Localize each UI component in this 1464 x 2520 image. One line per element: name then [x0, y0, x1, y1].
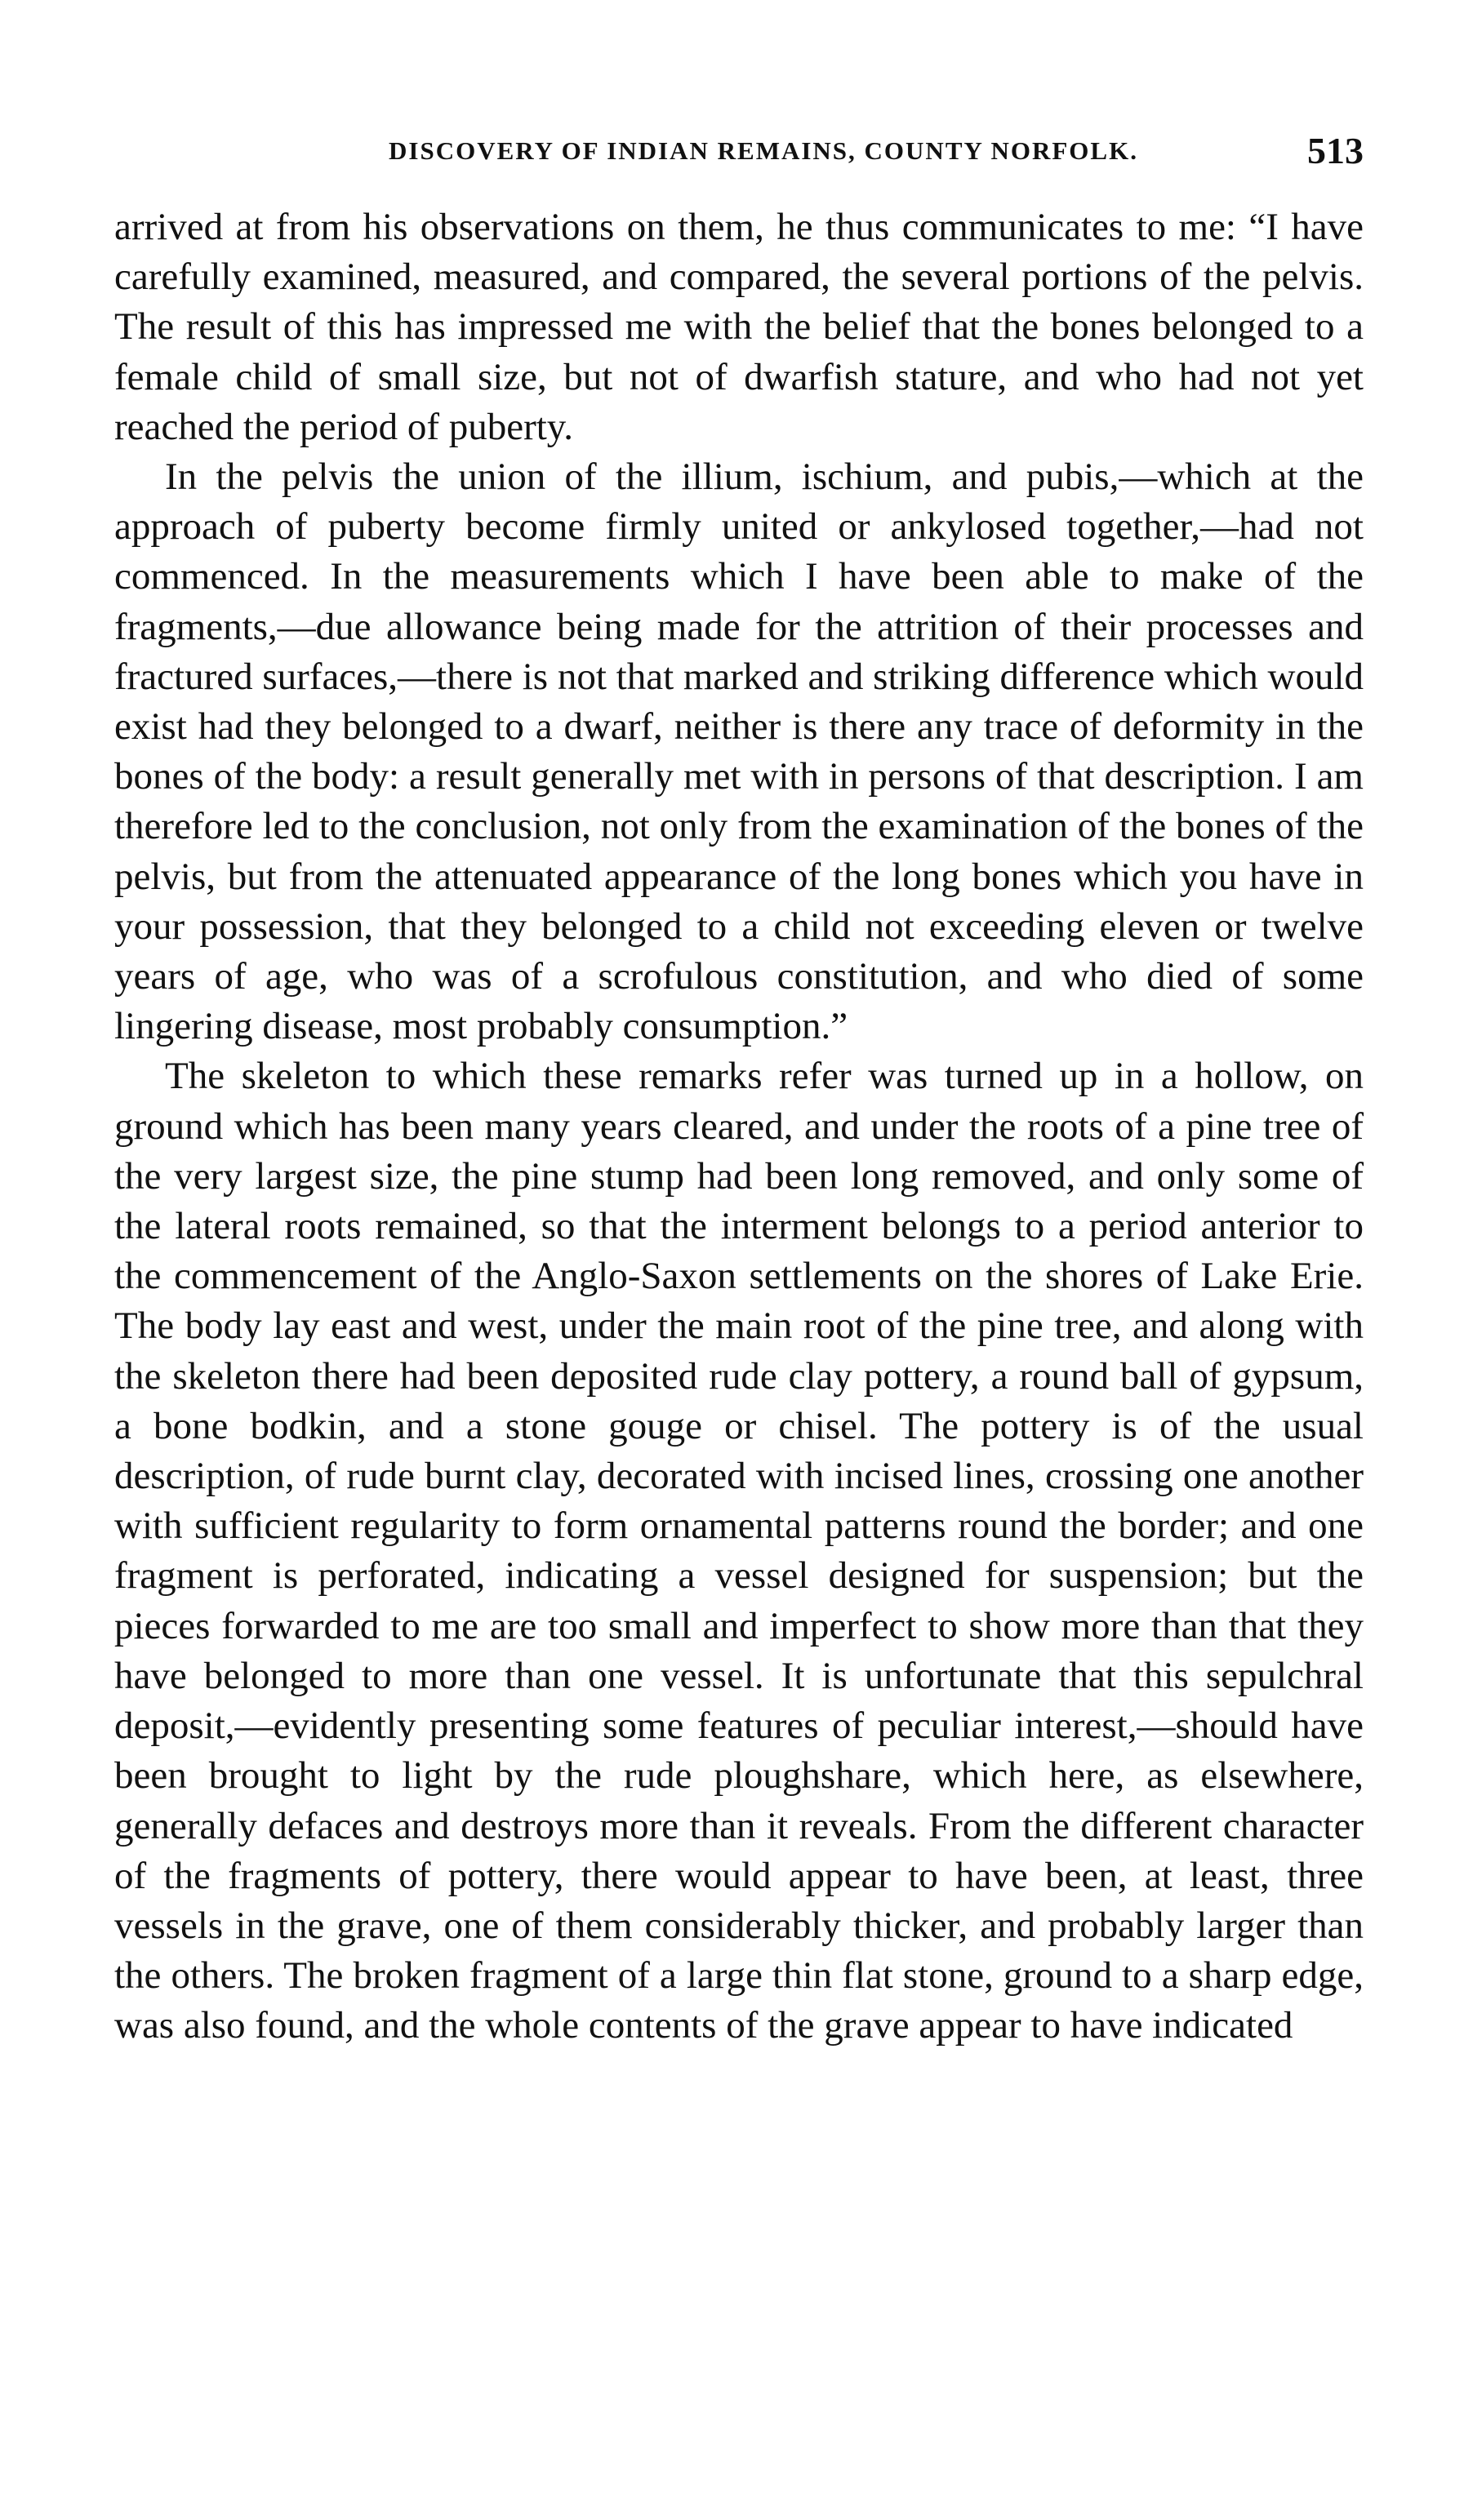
paragraph-continuation: arrived at from his observations on them, he thus communicates to me: “I have carefully examined, measured, and compared, the several portions of the pelvis. The result of this has impressed me with the belief that the bones belonged to a female child of small size, but not of dwarfish stature, and who had not yet reached the period of puberty.	[114, 206, 1364, 448]
running-head	[114, 122, 1364, 180]
running-title: DISCOVERY OF INDIAN REMAINS, COUNTY NORFOLK.	[389, 136, 1138, 165]
paragraph-pelvis-analysis: In the pelvis the union of the illium, ischium, and pubis,—which at the approach of puberty become firmly united or ankylosed together,—had not commenced. In the measurements which I have been able to make of the fragments,—due allowance being made for the attrition of their processes and fractured surfaces,—there is not that marked and striking difference which would exist had they belonged to a dwarf, neither is there any trace of deformity in the bones of the body: a result generally met with in persons of that description. I am therefore led to the conclusion, not only from the examination of the bones of the pelvis, but from the attenuated appearance of the long bones which you have in your possession, that they belonged to a child not exceeding eleven or twelve years of age, who was of a scrofulous constitution, and who died of some lingering disease, most probably consumption.”	[114, 456, 1364, 1048]
page-number: 513	[1307, 130, 1364, 171]
book-page	[114, 122, 1364, 2051]
body-text	[114, 202, 1364, 2051]
paragraph-skeleton-discovery: The skeleton to which these remarks refer was turned up in a hollow, on ground which has been many years cleared, and under the roots of a pine tree of the very largest size, the pine stump had been long removed, and only some of the lateral roots remained, so that the interment belongs to a period anterior to the commencement of the Anglo-Saxon settlements on the shores of Lake Erie. The body lay east and west, under the main root of the pine tree, and along with the skeleton there had been deposited rude clay pottery, a round ball of gypsum, a bone bodkin, and a stone gouge or chisel. The pottery is of the usual description, of rude burnt clay, decorated with incised lines, crossing one another with sufficient regularity to form ornamental patterns round the border; and one fragment is perforated, indicating a vessel designed for suspension; but the pieces forwarded to me are too small and imperfect to show more than that they have belonged to more than one vessel. It is unfortunate that this sepulchral deposit,—evidently presenting some features of peculiar interest,—should have been brought to light by the rude ploughshare, which here, as elsewhere, generally defaces and destroys more than it reveals. From the different character of the fragments of pottery, there would appear to have been, at least, three vessels in the grave, one of them considerably thicker, and probably larger than the others. The broken fragment of a large thin flat stone, ground to a sharp edge, was also found, and the whole contents of the grave appear to have indicated	[114, 1055, 1364, 2047]
